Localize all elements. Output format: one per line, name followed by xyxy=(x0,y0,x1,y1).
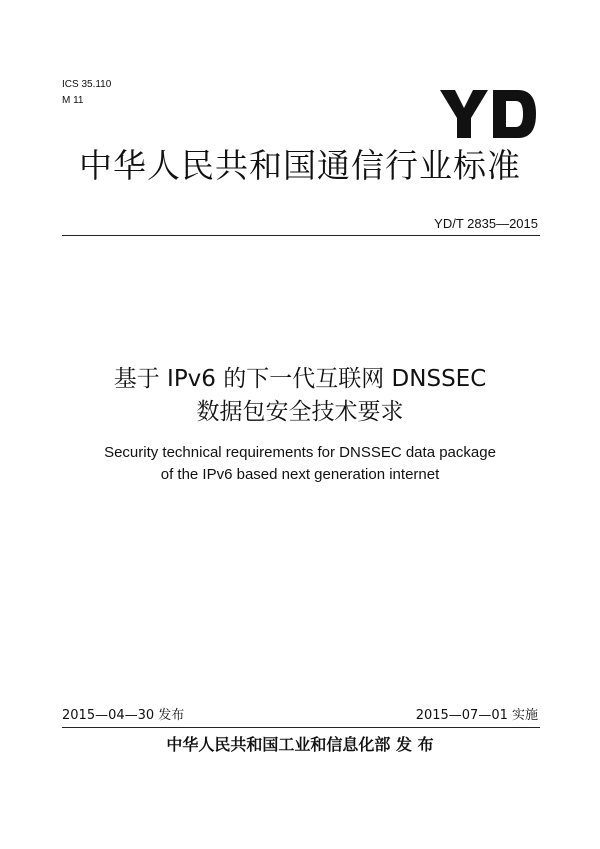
classification-code: M 11 xyxy=(62,95,84,106)
yd-logo-y xyxy=(440,90,488,138)
chinese-title-line-2: 数据包安全技术要求 xyxy=(196,399,404,425)
yd-logo xyxy=(438,88,538,140)
issue-date: 2015—04—30 发布 xyxy=(62,708,185,723)
implementation-date: 2015—07—01 实施 xyxy=(415,708,538,723)
english-title-line-2: of the IPv6 based next generation internet xyxy=(160,466,440,483)
english-title-line-1: Security technical requirements for DNSSEC data package xyxy=(104,444,496,461)
publisher: 中华人民共和国工业和信息化部 发 布 xyxy=(166,735,434,754)
standard-number: YD/T 2835—2015 xyxy=(434,216,538,231)
chinese-title-line-1: 基于 IPv6 的下一代互联网 DNSSEC xyxy=(113,366,487,392)
standard-title: 中华人民共和国通信行业标准 xyxy=(79,146,521,185)
top-divider xyxy=(62,235,540,236)
yd-logo-d xyxy=(493,90,536,138)
ics-code: ICS 35.110 xyxy=(62,79,112,90)
bottom-divider xyxy=(62,727,540,728)
